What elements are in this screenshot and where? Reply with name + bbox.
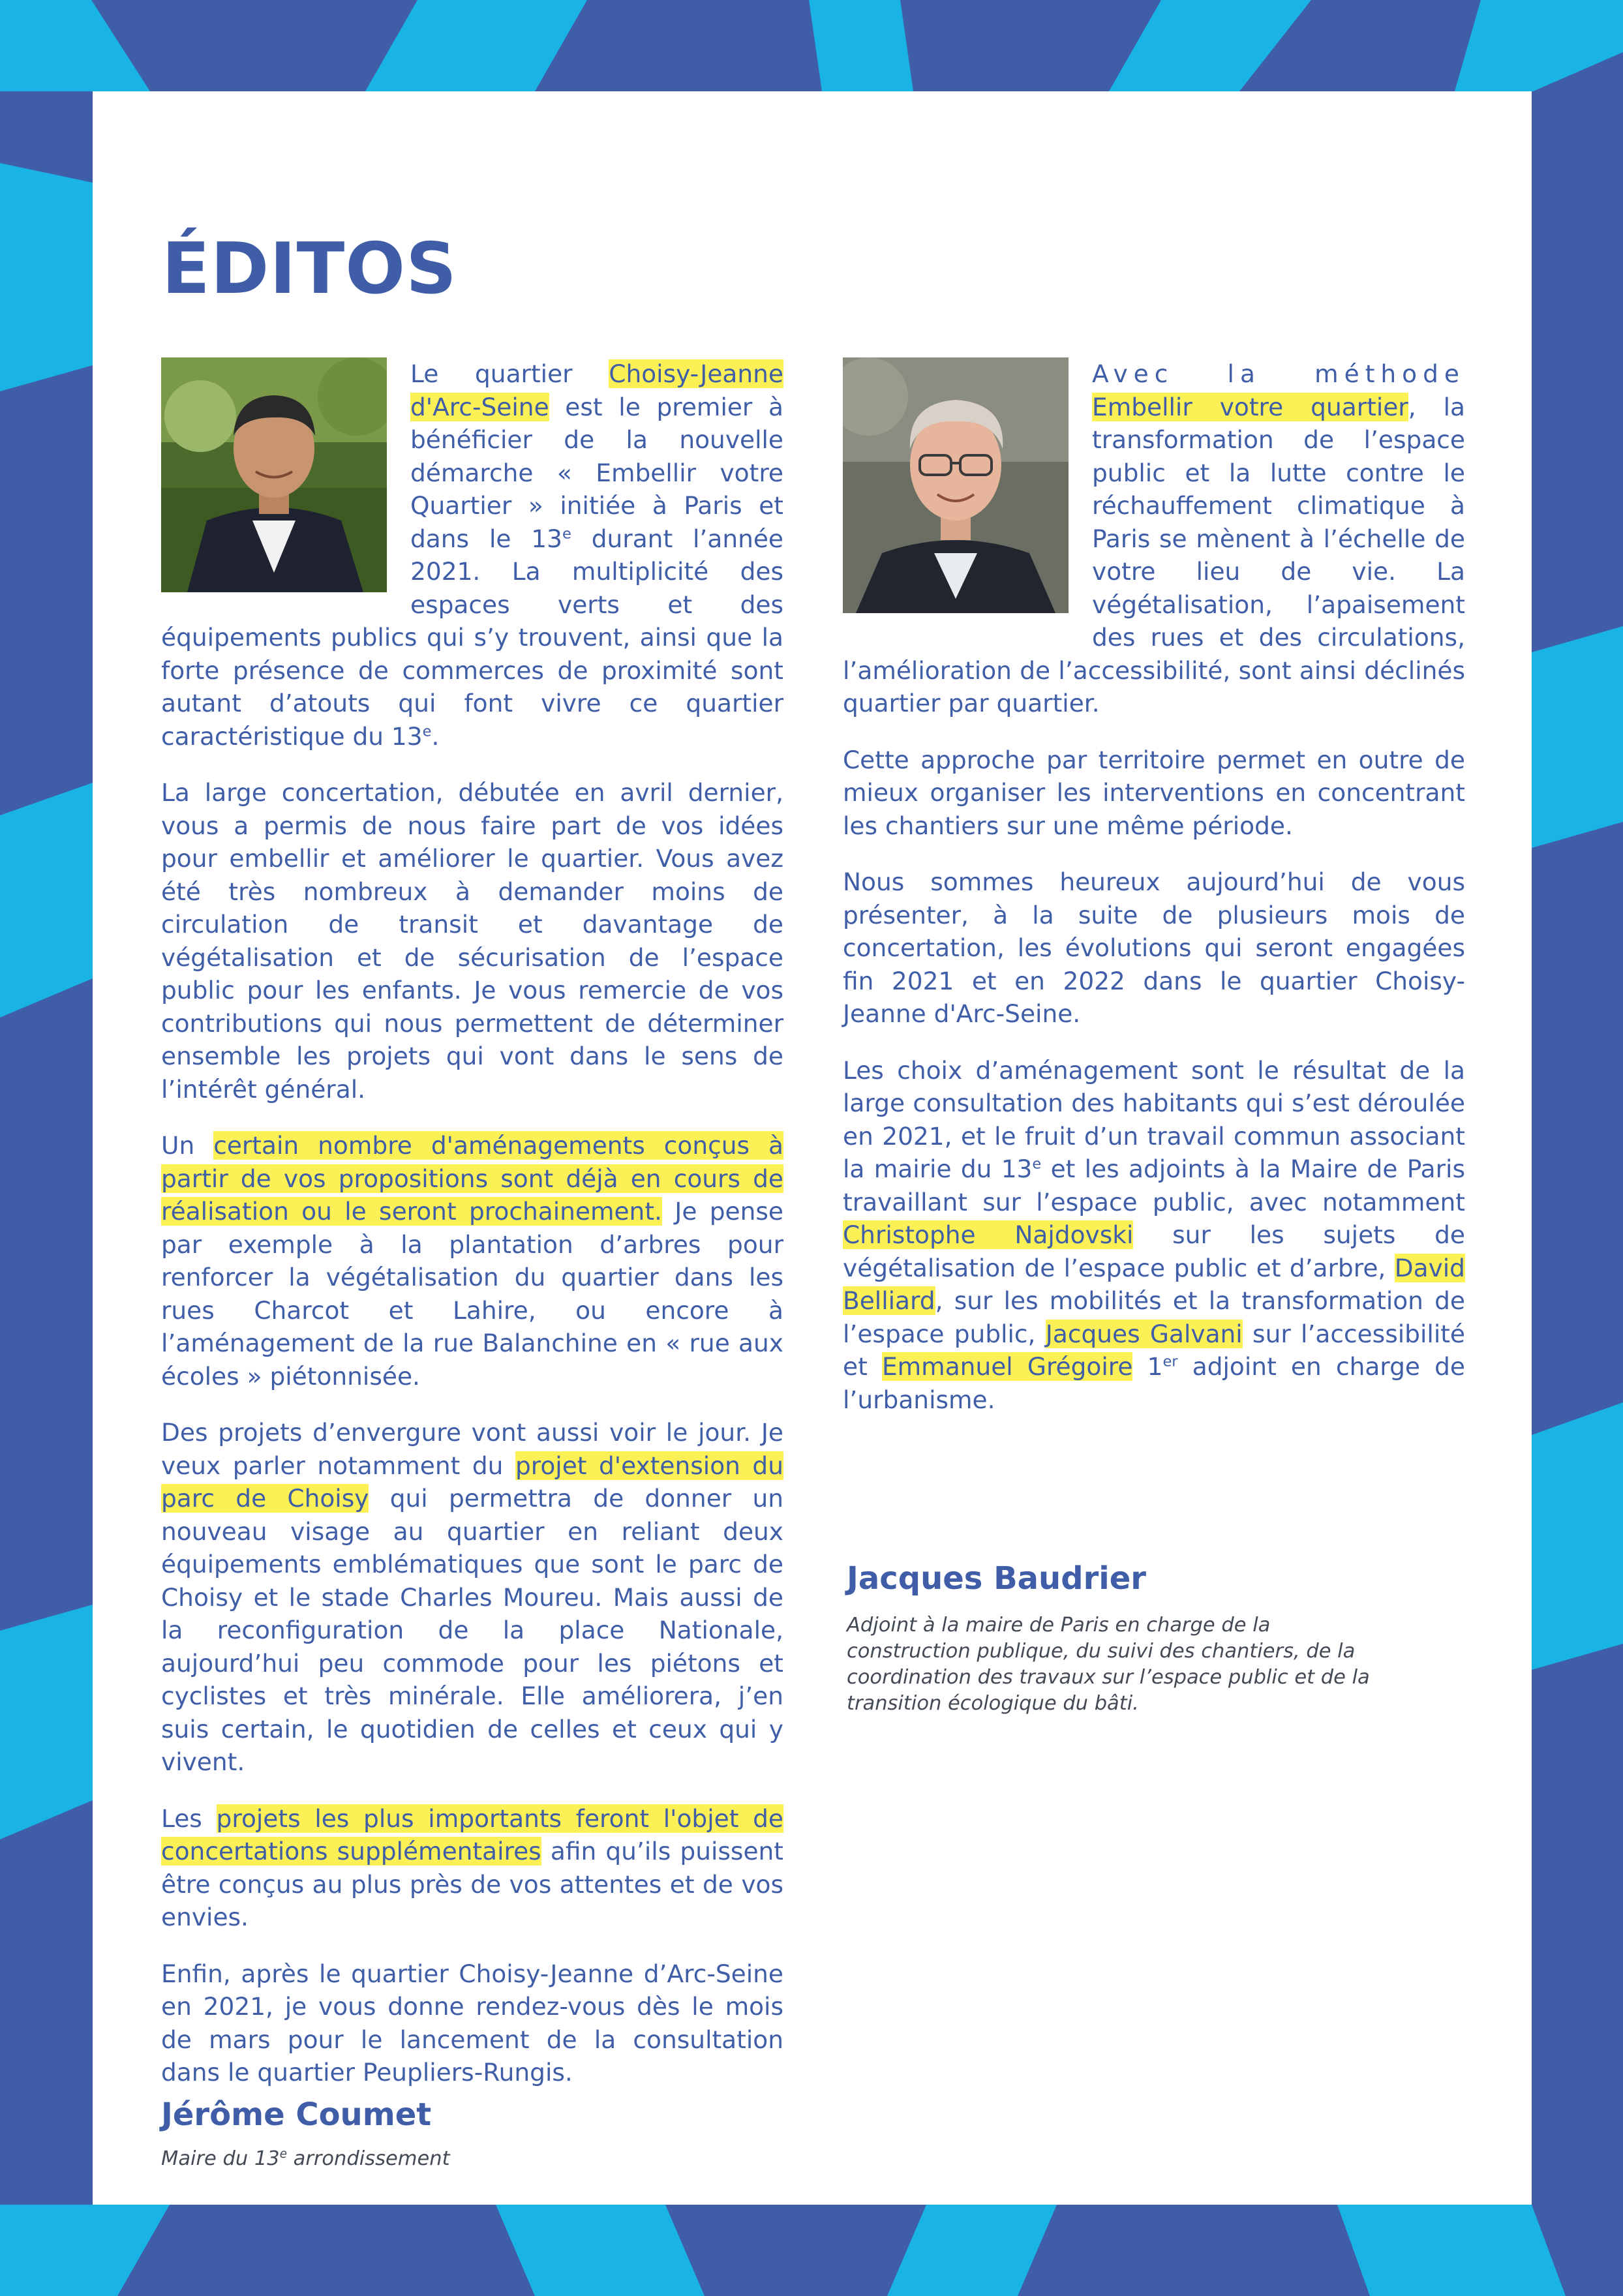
- text-run: sur les sujets de végétalisation de l’espace public et d’arbre,: [843, 1220, 1465, 1282]
- text-run: sur l’accessibilité et: [843, 1319, 1466, 1381]
- page-title: ÉDITOS: [162, 228, 457, 310]
- signature-name: Jacques Baudrier: [847, 1560, 1146, 1597]
- highlight-text: projets les plus importants feront l'objet de concertations supplémentaires: [161, 1804, 783, 1865]
- left-paragraph-2: La large concertation, débutée en avril dernier, vous a permis de nous faire part de vos idées pour embellir et améliorer le quartier. Vous avez été très nombreux à demander moins de circulation de transit et davantage de végétalisation et de sécurisation de l’espace public pour les enfants. Je vous remercie de vos contributions qui nous permettent de déterminer ensemble les projets qui vont dans le sens de l’intérêt général.: [161, 778, 783, 1104]
- right-paragraph-4: [843, 1054, 1465, 1417]
- page-sheet: [93, 91, 1532, 2205]
- left-paragraph-3: [161, 1129, 783, 1393]
- text-run: Avec la méthode: [1092, 359, 1465, 388]
- superscript: er: [1162, 1353, 1178, 1370]
- right-signature: [847, 1559, 1469, 1717]
- right-paragraph-2: Cette approche par territoire permet en outre de mieux organiser les interventions en concentrant les chantiers sur une même période.: [843, 745, 1465, 840]
- edito-left-column: [161, 357, 783, 2113]
- superscript: e: [422, 723, 432, 740]
- text-run: Maire du 13: [161, 2147, 280, 2170]
- left-paragraph-4: [161, 1416, 783, 1779]
- text-run: , la transformation de l’espace public et la lutte contre le réchauffement climatique à Paris se mènent à l’échelle de votre lieu de vie. La végétalisation, l’apaisement des rues et des circulations, l’amélioration de l’accessibilité, sont ainsi déclinés quartier par quartier.: [843, 392, 1465, 718]
- text-run: 1: [1132, 1352, 1163, 1381]
- text-run: durant l’année 2021. La multiplicité des espaces verts et des équipements publics qui s’y trouvent, ainsi que la forte présence de commerces de proximité sont autant d’atouts qui font vivre ce quartier caractéristique du 13: [161, 524, 784, 751]
- text-run: adjoint en charge de l’urbanisme.: [843, 1352, 1465, 1414]
- highlight-text: Jacques Galvani: [1045, 1319, 1243, 1348]
- highlight-text: Embellir votre quartier: [1092, 392, 1408, 421]
- superscript: e: [279, 2147, 287, 2161]
- signature-name: Jérôme Coumet: [161, 2096, 432, 2133]
- portrait-photo-left: [161, 357, 387, 592]
- highlight-text: David Belliard: [843, 1253, 1465, 1315]
- text-run: afin qu’ils puissent être conçus au plus près de vos attentes et de vos envies.: [161, 1837, 783, 1931]
- portrait-photo-right: [843, 357, 1069, 613]
- highlight-text: certain nombre d'aménagements conçus à partir de vos propositions sont déjà en cours de réalisation ou le seront prochainement.: [161, 1131, 783, 1226]
- text-run: qui permettra de donner un nouveau visage au quartier en reliant deux équipements emblématiques que sont le parc de Choisy et le stade Charles Moureu. Mais aussi de la reconfiguration de la place Nationale, aujourd’hui peu commode pour les piétons et cyclistes et très minérale. Elle améliorera, j’en suis certain, le quotidien de celles et ceux qui y vivent.: [161, 1484, 783, 1776]
- left-paragraph-5: [161, 1802, 783, 1934]
- text-run: .: [431, 721, 440, 751]
- text-run: est le premier à bénéficier de la nouvelle démarche « Embellir votre Quartier » initiée à Paris et dans le 13: [410, 392, 783, 553]
- superscript: e: [562, 525, 571, 542]
- text-run: Le quartier: [410, 359, 609, 388]
- text-run: arrondissement: [286, 2147, 450, 2170]
- highlight-text: Choisy-Jeanne d'Arc-Seine: [410, 359, 783, 421]
- text-run: Un: [161, 1131, 214, 1160]
- highlight-text: Emmanuel Grégoire: [881, 1352, 1133, 1381]
- highlight-text: projet d'extension du parc de Choisy: [161, 1451, 784, 1513]
- superscript: e: [1032, 1155, 1042, 1173]
- text-run: Des projets d’envergure vont aussi voir le jour. Je veux parler notamment du: [161, 1418, 783, 1480]
- left-signature: [161, 2095, 783, 2172]
- text-run: et les adjoints à la Maire de Paris travaillant sur l’espace public, avec notamment: [843, 1155, 1465, 1216]
- text-run: , sur les mobilités et la transformation de l’espace public,: [843, 1286, 1465, 1348]
- edito-right-column: [843, 357, 1465, 1440]
- text-run: Les: [161, 1804, 217, 1833]
- text-run: Je pense par exemple à la plantation d’arbres pour renforcer la végétalisation du quartier dans les rues Charcot et Lahire, ou encore à l’aménagement de la rue Balanchine en « rue aux écoles » piétonnisée.: [161, 1197, 783, 1391]
- left-paragraph-6: Enfin, après le quartier Choisy-Jeanne d’Arc-Seine en 2021, je vous donne rendez-vous dès le mois de mars pour le lancement de la consultation dans le quartier Peupliers-Rungis.: [161, 1959, 783, 2087]
- text-run: Les choix d’aménagement sont le résultat de la large consultation des habitants qui s’est déroulée en 2021, et le fruit d’un travail commun associant la mairie du 13: [843, 1055, 1465, 1183]
- highlight-text: Christophe Najdovski: [843, 1220, 1134, 1249]
- signature-role: Adjoint à la maire de Paris en charge de la construction publique, du suivi des chantiers, de la coordination des travaux sur l’espace public et de la transition écologique du bâti.: [847, 1614, 1370, 1715]
- right-paragraph-3: Nous sommes heureux aujourd’hui de vous présenter, à la suite de plusieurs mois de concertation, les évolutions qui seront engagées fin 2021 et en 2022 dans le quartier Choisy-Jeanne d'Arc-Seine.: [843, 868, 1465, 1028]
- signature-role: [161, 2146, 783, 2172]
